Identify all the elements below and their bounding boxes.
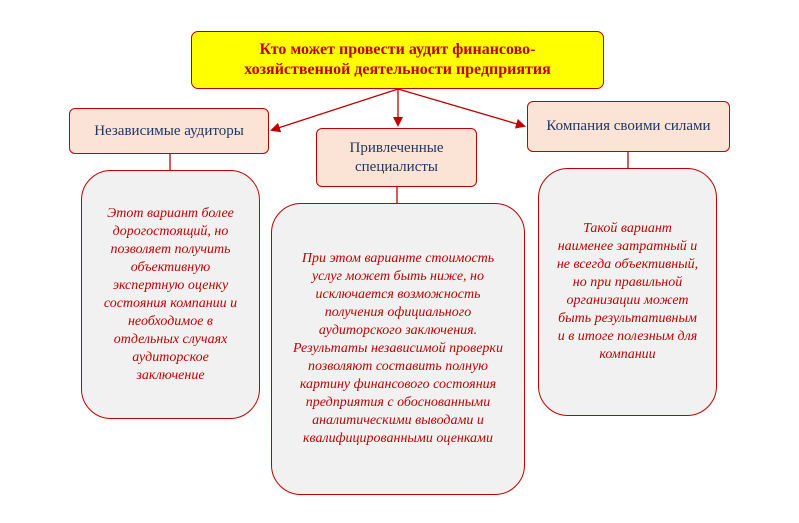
- arrow-to-independent-auditors: [272, 89, 398, 130]
- category-company-own-forces: Компания своими силами: [527, 101, 730, 152]
- description-independent-auditors: Этот вариант более дорогостоящий, но позволяет получить объективную экспертную оценку состояния компании и необходимое в отдельных случаях аудиторское заключение: [81, 170, 260, 419]
- diagram-title: Кто может провести аудит финансово-хозяйственной деятельности предприятия: [191, 31, 604, 89]
- description-company-own-forces: Такой вариант наименее затратный и не всегда объективный, но при правильной организации может быть результативным и в итоге полезным для компании: [538, 168, 717, 416]
- description-hired-specialists: При этом варианте стоимость услуг может быть ниже, но исключается возможность получения официального аудиторского заключения. Результаты независимой проверки позволяют составить полную картину финансового состояния предприятия с обоснованными аналитическими выводами и квалифицированными оценками: [271, 203, 525, 495]
- arrow-to-company-own-forces: [398, 89, 524, 126]
- category-hired-specialists: Привлеченные специалисты: [316, 128, 477, 187]
- category-independent-auditors: Независимые аудиторы: [69, 108, 269, 154]
